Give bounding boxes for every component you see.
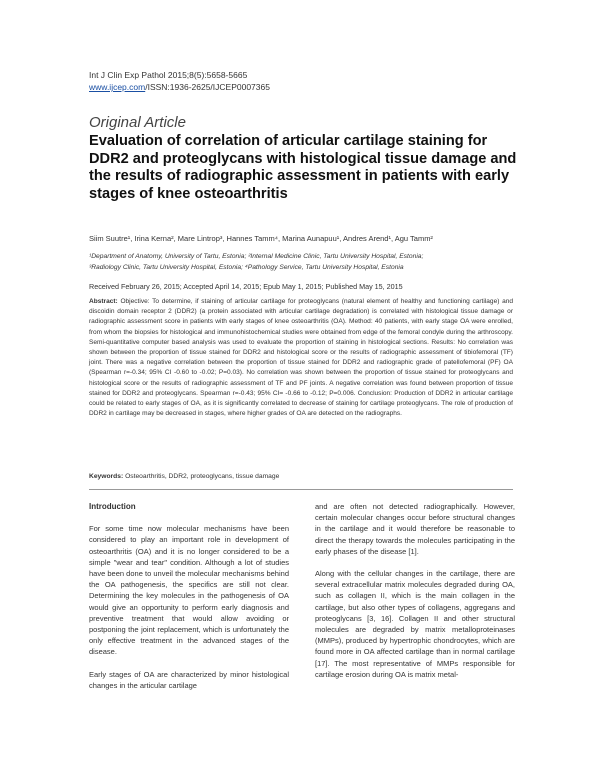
abstract-text: Objective: To determine, if staining of articular cartilage for proteoglycans (natural element of healthy and functioning cartilage) and discoidin domain receptor 2 (DDR2) (a protein associated with articular cartilage degradation) is correlated with histological tissue damage or radiographic assessment score in patients with early stages of knee osteoarthritis (OA). Method: 40 patients, with early stage OA were enrolled, from whom the biopsies for histological and immunohistochemical studies were obtained from edge of the femoral condyle during the arthroscopy. Semi-quantitative computer based analysis was used to evaluate the proportion of staining in histological sections. Results: No correlation was shown between the proportion of tissue stained for DDR2 and histological score or the results of radiographic assessment of tibiofemoral (TF) joint. There was a negative correlation between the proportion of tissue stained for DDR2 and radiographic grade of patellofemoral (PF) OA (Spearman r=-0.34; 95% CI -0.60 to -0.02; P=0.03). No correlation was shown between the proportion of tissue stained for proteoglycans and histological score or the results of radiographic assessment of TF and PF joints. A negative correlation was found between proportion of tissue stained for DDR2 and proteoglycans. Spearman r=-0.43; 95% CI= -0.66 to -0.12; P=0.006. Conclusion: Production of DDR2 in articular cartilage could be related to early stages of OA, as it is significantly correlated to decrease of staining for cartilage proteoglycans. The role of production of DDR2 in cartilage may be decreased in stages, where higher grades of OA are detected on the radiographs. — [89, 298, 513, 418]
abstract-label: Abstract: — [89, 298, 118, 305]
section-divider — [89, 489, 513, 490]
journal-website-link[interactable]: www.ijcep.com — [89, 82, 146, 92]
author-list: Siim Suutre¹, Irina Kerna², Mare Lintrop³, Hannes Tamm⁴, Marina Aunapuu¹, Andres Arend¹, Agu Tamm² — [89, 234, 433, 243]
journal-issn: /ISSN:1936-2625/IJCEP0007365 — [145, 82, 270, 92]
affiliations — [89, 252, 529, 273]
body-column-right — [315, 501, 515, 691]
body-paragraph: For some time now molecular mechanisms have been considered to play an important role in development of osteoarthritis (OA) and it is no longer considered to be a simple "wear and tear" condition. Although a lot of studies have been done to unveil the molecular mechanisms behind the OA pathogenesis, the specifics are still not clear. Determining the key molecules in the pathogenesis of OA would give an opportunity to perform early diagnosis and preventive treatment that would allow avoiding or postponing the joint replacement, which is unfortunately the only effective treatment in the advanced stages of the disease. — [89, 524, 289, 657]
abstract — [89, 297, 513, 419]
introduction-heading: Introduction — [89, 502, 136, 511]
article-title: Evaluation of correlation of articular cartilage staining for DDR2 and proteoglycans with histological tissue damage and the results of radiographic assessment in patients with early stages of knee osteoarthritis — [89, 133, 517, 202]
publication-dates: Received February 26, 2015; Accepted April 14, 2015; Epub May 1, 2015; Published May 15, 2015 — [89, 282, 403, 291]
body-paragraph: Along with the cellular changes in the cartilage, there are several extracellular matrix molecules degraded during OA, such as collagen II, which is the main collagen in the cartilage, but also other types of collagens, aggregans and proteoglycans [3, 16]. Collagen II and other structural molecules are degraded by matrix metalloproteinases (MMPs), produced by hypertrophic chondrocytes, which are found more in OA affected cartilage than in normal cartilage [17]. The most representative of MMPs responsible for cartilage erosion during OA is matrix metal- — [315, 569, 515, 679]
section-label: Original Article — [89, 114, 186, 131]
journal-citation: Int J Clin Exp Pathol 2015;8(5):5658-5665 — [89, 70, 248, 80]
keywords — [89, 473, 513, 480]
affiliation-line: ¹Department of Anatomy, University of Tartu, Estonia; ²Internal Medicine Clinic, Tartu University Hospital, Estonia; — [89, 253, 424, 260]
journal-header — [89, 69, 270, 93]
affiliation-line: ³Radiology Clinic, Tartu University Hospital, Estonia; ⁴Pathology Service, Tartu University Hospital, Estonia — [89, 263, 404, 271]
keywords-label: Keywords: — [89, 473, 124, 480]
journal-links — [89, 81, 270, 93]
body-column-left — [89, 501, 289, 702]
body-paragraph: and are often not detected radiographically. However, certain molecular changes occur before structural changes in the cartilage and it would therefore be reasonable to direct the therapy towards the molecules participating in the early phases of the disease [1]. — [315, 502, 515, 556]
body-paragraph: Early stages of OA are characterized by minor histological changes in the articular cartilage — [89, 669, 289, 690]
keywords-text: Osteoarthritis, DDR2, proteoglycans, tissue damage — [125, 473, 280, 480]
